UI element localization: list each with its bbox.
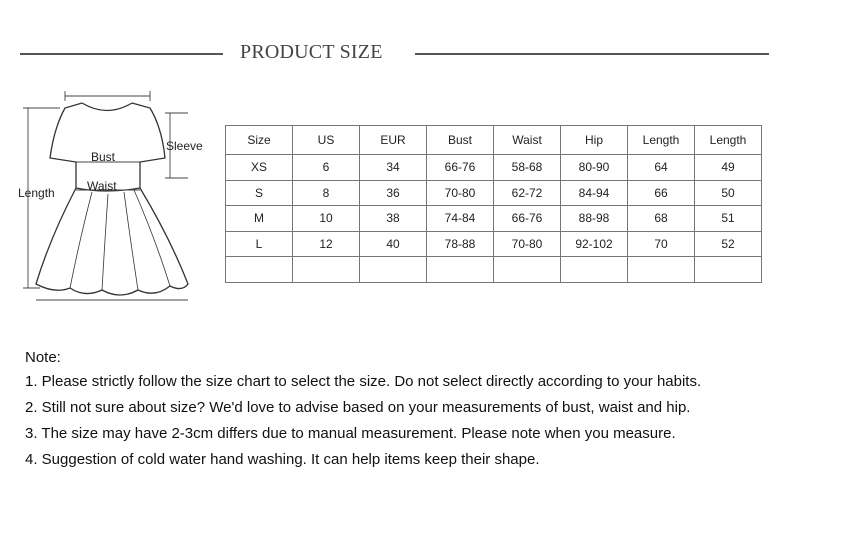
table-cell xyxy=(226,257,293,283)
note-item: 2. Still not sure about size? We'd love to advise based on your measurements of bust, waist and hip. xyxy=(25,399,691,416)
dress-measurement-diagram xyxy=(10,88,215,316)
table-cell: 70-80 xyxy=(427,180,494,206)
table-cell xyxy=(628,257,695,283)
table-cell: 49 xyxy=(695,155,762,181)
table-row xyxy=(226,257,762,283)
table-header-cell: Hip xyxy=(561,126,628,155)
table-header-cell: Waist xyxy=(494,126,561,155)
table-cell: 38 xyxy=(360,206,427,232)
table-cell: 64 xyxy=(628,155,695,181)
waist-label: Waist xyxy=(87,179,117,193)
table-cell: 80-90 xyxy=(561,155,628,181)
table-cell: 36 xyxy=(360,180,427,206)
table-cell: 74-84 xyxy=(427,206,494,232)
table-cell: 70-80 xyxy=(494,231,561,257)
table-cell: 66-76 xyxy=(427,155,494,181)
table-header-cell: Length xyxy=(628,126,695,155)
table-cell xyxy=(293,257,360,283)
table-row xyxy=(226,155,762,181)
table-header-cell: US xyxy=(293,126,360,155)
table-cell: 62-72 xyxy=(494,180,561,206)
notes-title: Note: xyxy=(25,349,61,366)
table-cell: M xyxy=(226,206,293,232)
table-header-cell: EUR xyxy=(360,126,427,155)
note-item: 3. The size may have 2-3cm differs due to manual measurement. Please note when you measure. xyxy=(25,425,676,442)
table-cell: 58-68 xyxy=(494,155,561,181)
table-cell: 70 xyxy=(628,231,695,257)
table-cell: 66 xyxy=(628,180,695,206)
notes-section xyxy=(25,349,701,476)
table-cell: 88-98 xyxy=(561,206,628,232)
table-cell: 92-102 xyxy=(561,231,628,257)
table-cell: 51 xyxy=(695,206,762,232)
sleeve-label: Sleeve xyxy=(166,139,203,153)
bust-label: Bust xyxy=(91,150,116,164)
page-title: PRODUCT SIZE xyxy=(240,41,383,63)
table-cell: 8 xyxy=(293,180,360,206)
table-cell xyxy=(561,257,628,283)
size-table xyxy=(225,125,762,283)
table-cell: 68 xyxy=(628,206,695,232)
title-rule-left xyxy=(20,53,223,55)
title-rule-right xyxy=(415,53,769,55)
table-cell: 78-88 xyxy=(427,231,494,257)
table-cell: 52 xyxy=(695,231,762,257)
table-cell: S xyxy=(226,180,293,206)
table-cell: 50 xyxy=(695,180,762,206)
table-cell: 12 xyxy=(293,231,360,257)
table-row xyxy=(226,180,762,206)
table-cell xyxy=(695,257,762,283)
table-cell: 6 xyxy=(293,155,360,181)
table-cell: 66-76 xyxy=(494,206,561,232)
table-header-row xyxy=(226,126,762,155)
note-item: 4. Suggestion of cold water hand washing. It can help items keep their shape. xyxy=(25,451,540,468)
note-item: 1. Please strictly follow the size chart to select the size. Do not select directly according to your habits. xyxy=(25,373,702,390)
table-header-cell: Length xyxy=(695,126,762,155)
table-cell xyxy=(427,257,494,283)
table-cell xyxy=(494,257,561,283)
table-cell xyxy=(360,257,427,283)
table-cell: XS xyxy=(226,155,293,181)
table-header-cell: Bust xyxy=(427,126,494,155)
table-row xyxy=(226,206,762,232)
table-cell: 34 xyxy=(360,155,427,181)
table-cell: 10 xyxy=(293,206,360,232)
table-header-cell: Size xyxy=(226,126,293,155)
table-cell: L xyxy=(226,231,293,257)
table-cell: 84-94 xyxy=(561,180,628,206)
table-row xyxy=(226,231,762,257)
table-cell: 40 xyxy=(360,231,427,257)
length-label: Length xyxy=(18,186,55,200)
